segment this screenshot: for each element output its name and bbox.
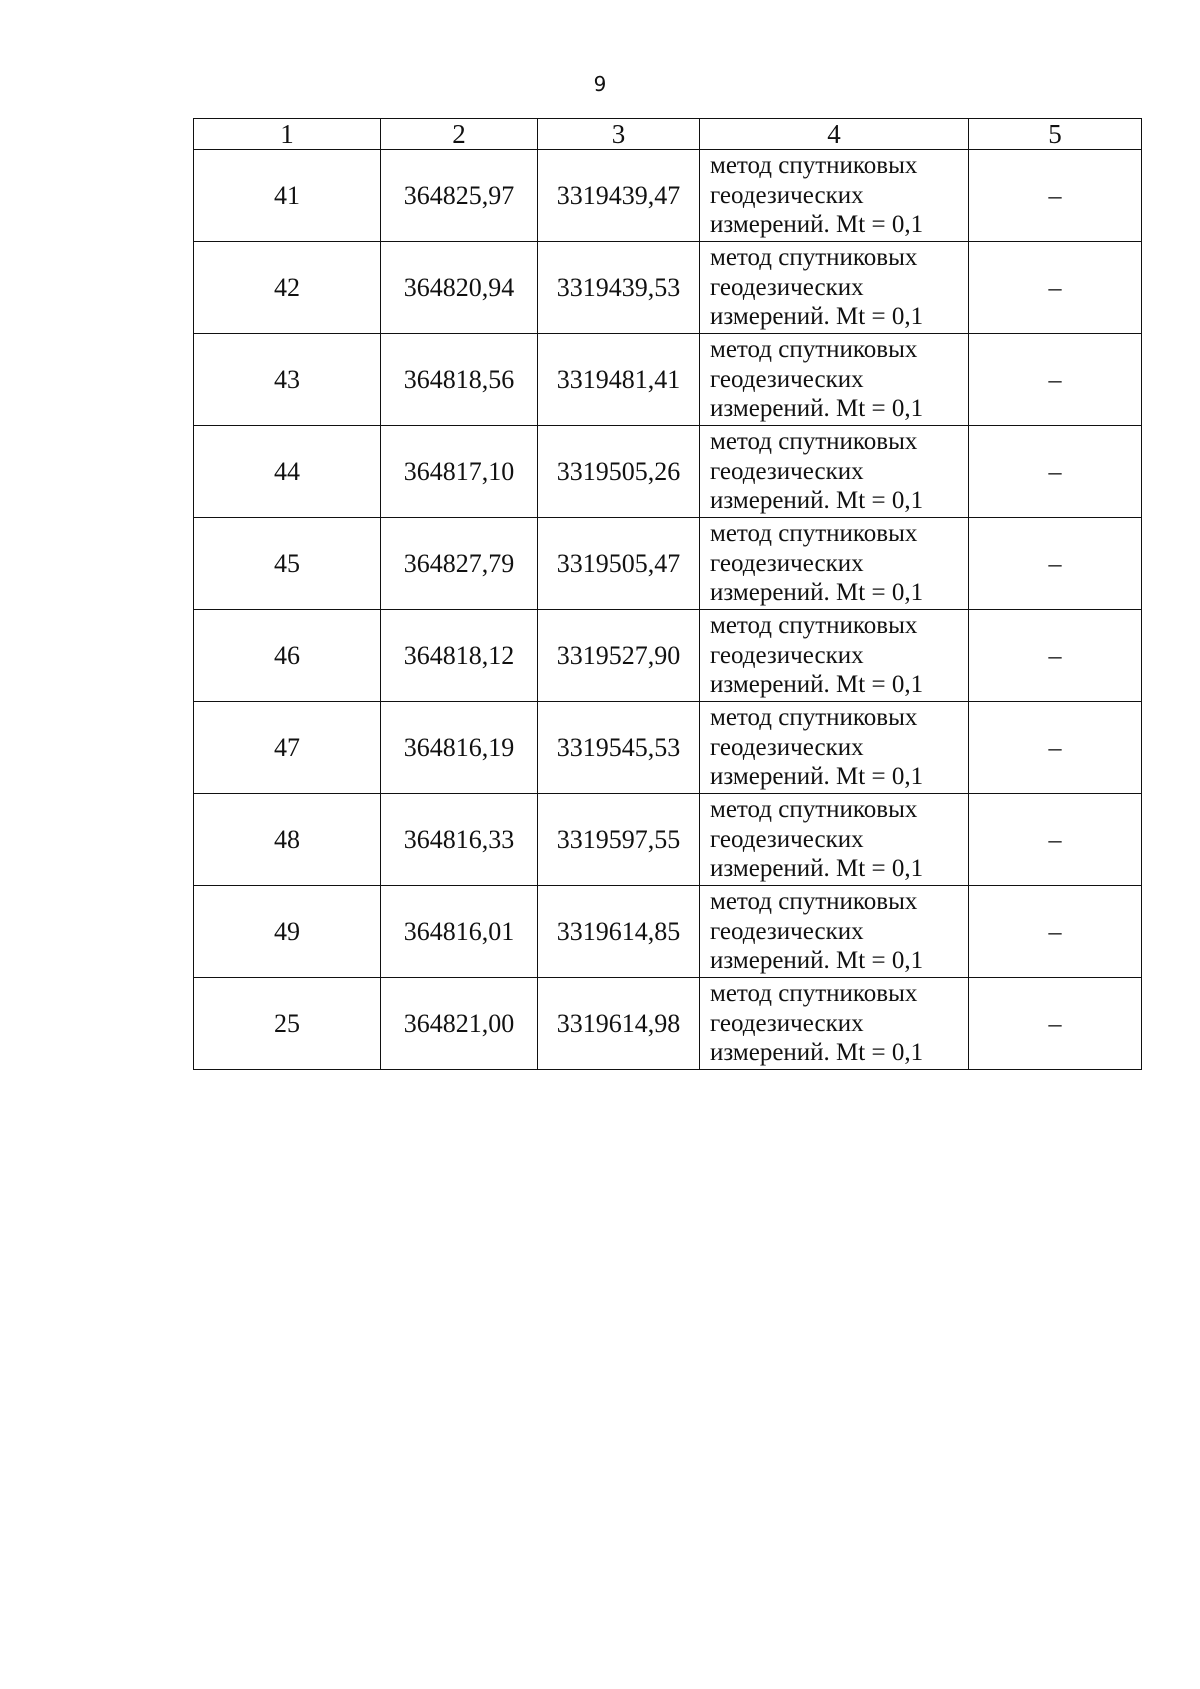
method-line: геодезических — [710, 733, 864, 761]
point-number-cell: 42 — [194, 242, 381, 334]
x-coordinate-cell: 364825,97 — [381, 150, 538, 242]
method-line: геодезических — [710, 825, 864, 853]
method-line: геодезических — [710, 365, 864, 393]
method-line: метод спутниковых — [710, 980, 918, 1008]
point-number-cell: 43 — [194, 334, 381, 426]
method-cell — [700, 610, 969, 702]
method-cell — [700, 150, 969, 242]
table-row — [194, 702, 1142, 794]
method-line: измерений. Mt = 0,1 — [710, 671, 924, 699]
method-line: геодезических — [710, 549, 864, 577]
method-line: метод спутниковых — [710, 520, 918, 548]
point-number-cell: 41 — [194, 150, 381, 242]
method-line: геодезических — [710, 641, 864, 669]
method-line: метод спутниковых — [710, 888, 918, 916]
method-cell — [700, 518, 969, 610]
method-line: геодезических — [710, 457, 864, 485]
note-cell: – — [969, 518, 1142, 610]
y-coordinate-cell: 3319505,47 — [538, 518, 700, 610]
method-line: измерений. Mt = 0,1 — [710, 579, 924, 607]
table-row — [194, 886, 1142, 978]
method-line: измерений. Mt = 0,1 — [710, 487, 924, 515]
note-cell: – — [969, 334, 1142, 426]
method-line: измерений. Mt = 0,1 — [710, 303, 924, 331]
y-coordinate-cell: 3319481,41 — [538, 334, 700, 426]
note-cell: – — [969, 242, 1142, 334]
note-cell: – — [969, 426, 1142, 518]
table-row — [194, 610, 1142, 702]
note-cell: – — [969, 978, 1142, 1070]
method-cell — [700, 702, 969, 794]
header-cell-3: 3 — [538, 119, 700, 150]
x-coordinate-cell: 364816,19 — [381, 702, 538, 794]
point-number-cell: 47 — [194, 702, 381, 794]
method-cell — [700, 242, 969, 334]
table-row — [194, 150, 1142, 242]
point-number-cell: 49 — [194, 886, 381, 978]
table-row — [194, 978, 1142, 1070]
method-line: метод спутниковых — [710, 244, 918, 272]
method-line: геодезических — [710, 1009, 864, 1037]
method-line: метод спутниковых — [710, 428, 918, 456]
method-line: метод спутниковых — [710, 704, 918, 732]
note-cell: – — [969, 794, 1142, 886]
y-coordinate-cell: 3319439,47 — [538, 150, 700, 242]
y-coordinate-cell: 3319597,55 — [538, 794, 700, 886]
method-line: метод спутниковых — [710, 336, 918, 364]
method-line: метод спутниковых — [710, 612, 918, 640]
method-line: метод спутниковых — [710, 796, 918, 824]
header-cell-2: 2 — [381, 119, 538, 150]
point-number-cell: 44 — [194, 426, 381, 518]
method-cell — [700, 978, 969, 1070]
page-number: 9 — [593, 72, 607, 96]
point-number-cell: 25 — [194, 978, 381, 1070]
header-cell-1: 1 — [194, 119, 381, 150]
method-line: измерений. Mt = 0,1 — [710, 1039, 924, 1067]
method-cell — [700, 426, 969, 518]
x-coordinate-cell: 364818,56 — [381, 334, 538, 426]
method-cell — [700, 334, 969, 426]
note-cell: – — [969, 150, 1142, 242]
method-line: геодезических — [710, 181, 864, 209]
x-coordinate-cell: 364817,10 — [381, 426, 538, 518]
method-line: измерений. Mt = 0,1 — [710, 395, 924, 423]
x-coordinate-cell: 364821,00 — [381, 978, 538, 1070]
method-line: измерений. Mt = 0,1 — [710, 763, 924, 791]
method-line: метод спутниковых — [710, 152, 918, 180]
y-coordinate-cell: 3319439,53 — [538, 242, 700, 334]
method-line: геодезических — [710, 273, 864, 301]
table-row — [194, 794, 1142, 886]
point-number-cell: 48 — [194, 794, 381, 886]
table-row — [194, 242, 1142, 334]
x-coordinate-cell: 364818,12 — [381, 610, 538, 702]
point-number-cell: 46 — [194, 610, 381, 702]
y-coordinate-cell: 3319614,98 — [538, 978, 700, 1070]
x-coordinate-cell: 364816,01 — [381, 886, 538, 978]
method-cell — [700, 886, 969, 978]
coordinates-table — [193, 118, 1142, 1070]
x-coordinate-cell: 364820,94 — [381, 242, 538, 334]
x-coordinate-cell: 364827,79 — [381, 518, 538, 610]
header-row — [194, 119, 1142, 150]
method-line: измерений. Mt = 0,1 — [710, 211, 924, 239]
y-coordinate-cell: 3319545,53 — [538, 702, 700, 794]
method-line: геодезических — [710, 917, 864, 945]
header-cell-4: 4 — [700, 119, 969, 150]
point-number-cell: 45 — [194, 518, 381, 610]
method-cell — [700, 794, 969, 886]
note-cell: – — [969, 886, 1142, 978]
note-cell: – — [969, 610, 1142, 702]
header-cell-5: 5 — [969, 119, 1142, 150]
x-coordinate-cell: 364816,33 — [381, 794, 538, 886]
y-coordinate-cell: 3319527,90 — [538, 610, 700, 702]
note-cell: – — [969, 702, 1142, 794]
table-row — [194, 426, 1142, 518]
y-coordinate-cell: 3319614,85 — [538, 886, 700, 978]
y-coordinate-cell: 3319505,26 — [538, 426, 700, 518]
method-line: измерений. Mt = 0,1 — [710, 947, 924, 975]
method-line: измерений. Mt = 0,1 — [710, 855, 924, 883]
table-row — [194, 518, 1142, 610]
table-row — [194, 334, 1142, 426]
